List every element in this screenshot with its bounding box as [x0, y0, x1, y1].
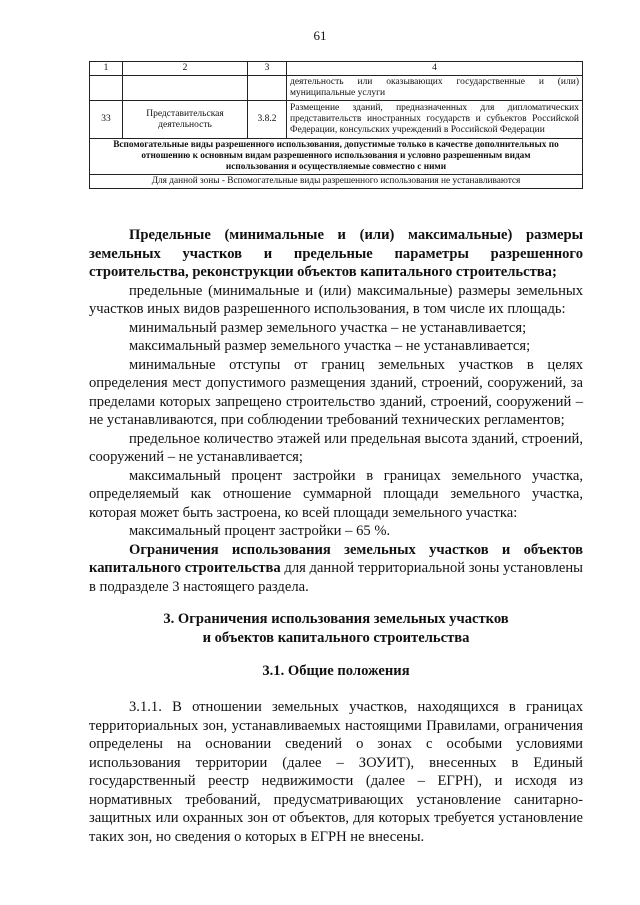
table-cell	[248, 76, 287, 101]
zone-note: Для данной зоны - Вспомогательные виды разрешенного использования не устанавливаются	[90, 175, 583, 189]
limits-heading: Предельные (минимальные и (или) максимальные) размеры земельных участков и предельные параметры разрешенного строительства, реконструкции объектов капитального строительства;	[89, 227, 583, 280]
restrictions-bold: Ограничения использования земельных участков и объектов капитального строительства	[89, 541, 583, 576]
restrictions-rest: для данной территориальной зоны установлены в подразделе 3 настоящего раздела.	[89, 560, 583, 595]
zone-note-row	[90, 175, 583, 189]
col-header-2: 2	[123, 62, 248, 76]
limits-paragraph: минимальный размер земельного участка – не устанавливается;	[129, 319, 527, 336]
col-header-4: 4	[287, 62, 583, 76]
continued-line-1: деятельность или оказывающих государственные и (или)	[290, 77, 579, 87]
table-cell	[123, 76, 248, 101]
limits-section	[89, 226, 583, 596]
section-3-title-line-1: 3. Ограничения использования земельных участков	[163, 611, 509, 627]
section-3-1-1	[89, 698, 583, 846]
table-cell	[90, 76, 123, 101]
limits-paragraph: максимальный процент застройки – 65 %.	[129, 523, 391, 539]
row-use-description: Размещение зданий, предназначенных для дипломатических представительств иностранных государств и субъектов Российской Федерации, консульских учреждений в Российской Федерации	[287, 101, 583, 139]
table-header-row	[90, 62, 583, 76]
restrictions-paragraph	[89, 541, 583, 597]
col-header-3: 3	[248, 62, 287, 76]
row-number: 33	[90, 101, 123, 139]
table-row-continued	[90, 76, 583, 101]
row-use-name: Представительская деятельность	[123, 101, 248, 139]
limits-paragraph: максимальный размер земельного участка – не устанавливается;	[129, 338, 531, 354]
land-use-table	[89, 61, 583, 189]
aux-heading-row	[90, 139, 583, 175]
section-3-title	[89, 610, 583, 648]
row-use-code: 3.8.2	[248, 101, 287, 139]
page-number: 61	[313, 28, 327, 43]
table-row	[90, 101, 583, 139]
limits-paragraph: минимальные отступы от границ земельных участков в целях определения мест допустимого размещения зданий, строений, сооружений, за пределами которых запрещено строительство зданий, строений, сооружений – не устанавливаются, при соблюдении требований технических регламентов;	[89, 356, 583, 428]
paragraph-3-1-1: 3.1.1. В отношении земельных участков, находящихся в границах территориальных зон, устанавливаемых настоящими Правилами, ограничения определены на основании сведений о зонах с особыми условиями использования территории (далее – ЗОУИТ), внесенных в Единый государственный реестр недвижимости (далее – ЕГРН), и исходя из нормативных требований, предусматривающих установление санитарно-защитных или охранных зон от объектов, для которых требуется установление таких зон, но сведения о которых в ЕГРН не внесены.	[89, 699, 583, 845]
limits-paragraph: максимальный процент застройки в границах земельного участка, определяемый как отношение суммарной площади земельного участка, которая может быть застроена, ко всей площади земельного участка:	[89, 467, 583, 521]
continued-line-2: муниципальные услуги	[290, 88, 386, 98]
section-3-title-line-2: и объектов капитального строительства	[202, 630, 470, 646]
limits-paragraph: предельные (минимальные и (или) максимальные) размеры земельных участков иных видов разрешенного использования, в том числе их площадь:	[89, 282, 583, 317]
limits-paragraph: предельное количество этажей или предельная высота зданий, строений, сооружений – не устанавливается;	[89, 430, 583, 465]
table-cell-continued-text	[287, 76, 583, 101]
aux-heading: Вспомогательные виды разрешенного использования, допустимые только в качестве дополнительных по отношению к основным видам разрешенного использования и условно разрешенным видам использования и осуществляемые совместно с ними	[90, 139, 583, 175]
col-header-1: 1	[90, 62, 123, 76]
subsection-3-1-title: 3.1. Общие положения	[262, 663, 410, 679]
